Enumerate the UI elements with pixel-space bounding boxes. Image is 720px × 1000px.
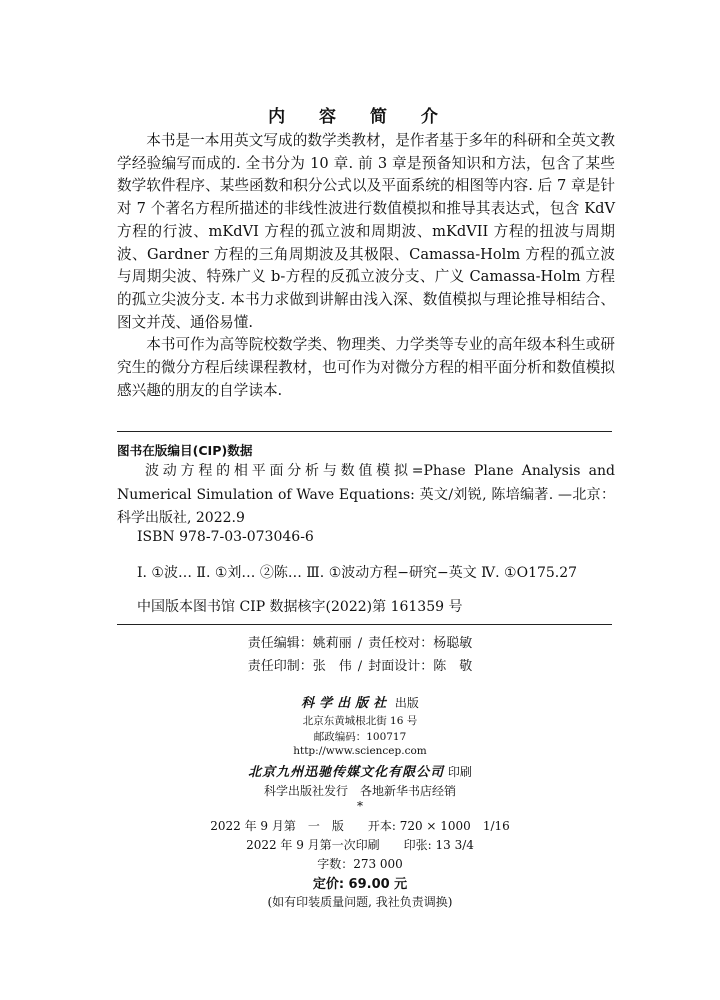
printer-role: 印刷: [447, 765, 472, 779]
credit-separator: /: [357, 636, 363, 651]
edition-line: 2022 年 9 月第 一 版 开本: 720 × 1000 1/16: [210, 819, 510, 833]
print-manager-credit: 责任印制：张 伟: [247, 659, 352, 674]
cip-classification: Ⅰ. ①波… Ⅱ. ①刘… ②陈… Ⅲ. ①波动方程−研究−英文 Ⅳ. ①O175.27: [137, 565, 578, 581]
proofreader-credit: 责任校对：杨聪敏: [368, 636, 473, 651]
printer-line: [0, 761, 720, 780]
publisher-role: 出版: [394, 696, 419, 710]
distribution-line: 科学出版社发行 各地新华书店经销: [263, 784, 456, 798]
summary-paragraph-1: 本书是一本用英文写成的数学类教材，是作者基于多年的科研和全英文教学经验编写而成的. 全书分为 10 章. 前 3 章是预备知识和方法，包含了某些数学软件程序、某些函数和积分公式以及平面系统的相图等内容. 后 7 章是针对 7 个著名方程所描述的非线性波进行数值模拟和推导其表达式，包含 KdV 方程的行波、mKdVI 方程的孤立波和周期波、mKdVII 方程的扭波与周期波、Gardner 方程的三角周期波及其极限、Camassa-Holm 方程的孤立波与周期尖波、特殊广义 b-方程的反孤立波分支、广义 Camassa-Holm 方程的孤立尖波分支. 本书力求做到讲解由浅入深、数值模拟与理论推导相结合、图文并茂、通俗易懂.: [117, 132, 615, 331]
cip-top-rule: [117, 431, 612, 432]
publisher-line: [0, 692, 720, 711]
publisher-address: 北京东黄城根北街 16 号: [302, 715, 418, 727]
cip-entry: [117, 460, 615, 531]
quality-notice: (如有印装质量问题, 我社负责调换): [267, 895, 453, 909]
page-title: 内 容 简 介: [268, 107, 452, 127]
publisher-website: http://www.sciencep.com: [293, 745, 427, 757]
publisher-name: 科学出版社: [301, 696, 392, 711]
printer-name: 北京九州迅驰传媒文化有限公司: [248, 765, 445, 780]
cover-designer-credit: 封面设计：陈 敬: [368, 659, 473, 674]
printing-line: 2022 年 9 月第一次印刷 印张: 13 3/4: [246, 838, 474, 852]
word-count: 字数：273 000: [317, 857, 403, 871]
credits-line-1: [0, 632, 720, 651]
cip-heading: 图书在版编目(CIP)数据: [117, 443, 253, 458]
credits-line-2: [0, 655, 720, 674]
star-divider: *: [357, 799, 363, 813]
cip-entry-text: 波动方程的相平面分析与数值模拟=Phase Plane Analysis and Numerical Simulation of Wave Equations: 英文/刘锐, 陈培编著. —北京：科学出版社, 2022.9: [117, 463, 615, 526]
cip-isbn: ISBN 978-7-03-073046-6: [137, 529, 314, 545]
editor-credit: 责任编辑：姚莉丽: [247, 636, 352, 651]
summary-section: [117, 130, 615, 402]
cip-bottom-rule: [117, 624, 612, 625]
credit-separator: /: [357, 659, 363, 674]
summary-paragraph-2: 本书可作为高等院校数学类、物理类、力学类等专业的高年级本科生或研究生的微分方程后续课程教材，也可作为对微分方程的相平面分析和数值模拟感兴趣的朋友的自学读本.: [117, 336, 615, 399]
cip-record-number: 中国版本图书馆 CIP 数据核字(2022)第 161359 号: [137, 599, 463, 615]
publisher-postcode: 邮政编码：100717: [313, 731, 407, 743]
price: 定价: 69.00 元: [312, 877, 408, 892]
